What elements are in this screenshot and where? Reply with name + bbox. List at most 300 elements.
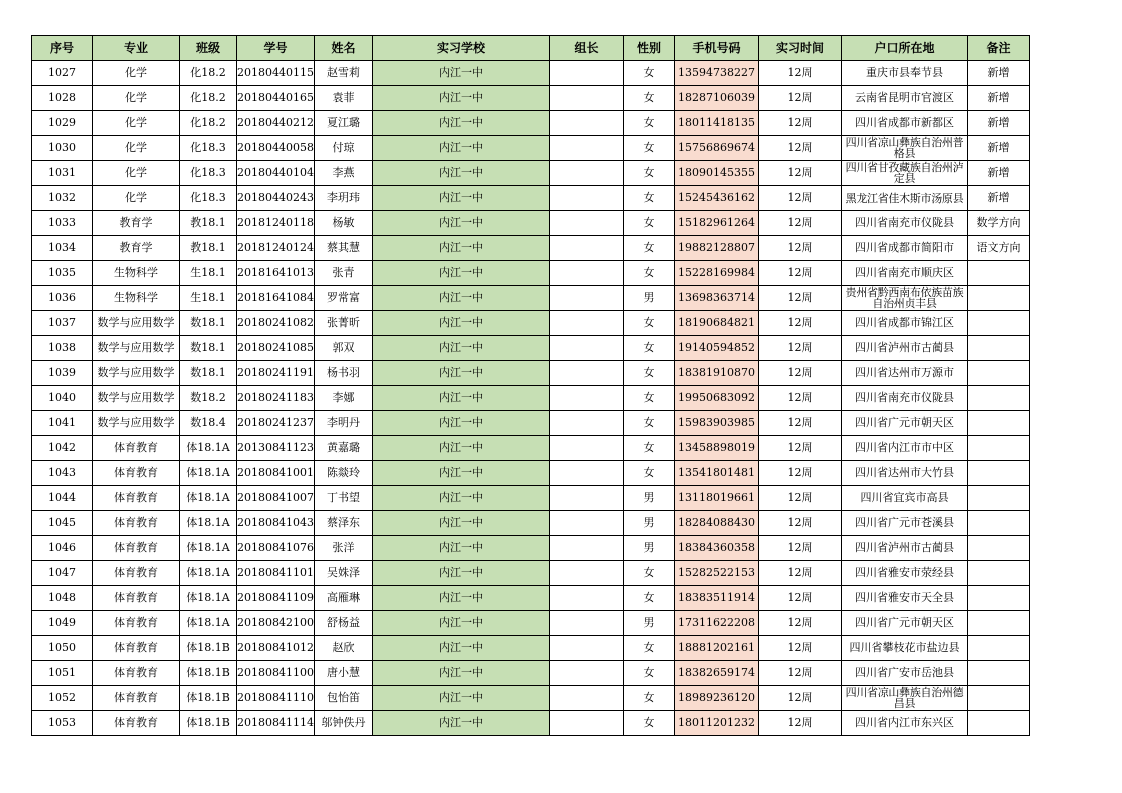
cell-phone[interactable]: 18383511914 [674,586,758,611]
cell-gender[interactable]: 女 [623,61,674,86]
cell-class[interactable]: 生18.1 [180,286,237,311]
header-index[interactable]: 序号 [32,36,93,61]
cell-school[interactable]: 内江一中 [372,361,549,386]
cell-name[interactable]: 付琼 [314,136,372,161]
cell-class[interactable]: 化18.3 [180,186,237,211]
cell-major[interactable]: 化学 [93,86,180,111]
cell-index[interactable]: 1034 [32,236,93,261]
cell-major[interactable]: 数学与应用数学 [93,336,180,361]
cell-school[interactable]: 内江一中 [372,236,549,261]
cell-class[interactable]: 教18.1 [180,211,237,236]
cell-gender[interactable]: 女 [623,111,674,136]
cell-student-id[interactable]: 20180241085 [237,336,315,361]
cell-student-id[interactable]: 20180440115 [237,61,315,86]
cell-major[interactable]: 体育教育 [93,436,180,461]
cell-school[interactable]: 内江一中 [372,561,549,586]
cell-residence[interactable]: 四川省凉山彝族自治州普格县 [841,136,967,161]
cell-major[interactable]: 数学与应用数学 [93,386,180,411]
cell-name[interactable]: 赵雪莉 [314,61,372,86]
cell-student-id[interactable]: 20180841043 [237,511,315,536]
cell-remark[interactable] [967,561,1029,586]
cell-residence[interactable]: 四川省攀枝花市盐边县 [841,636,967,661]
cell-school[interactable]: 内江一中 [372,486,549,511]
cell-name[interactable]: 黄嘉璐 [314,436,372,461]
cell-leader[interactable] [549,611,623,636]
cell-class[interactable]: 化18.2 [180,61,237,86]
cell-index[interactable]: 1044 [32,486,93,511]
cell-remark[interactable] [967,536,1029,561]
cell-remark[interactable] [967,636,1029,661]
cell-leader[interactable] [549,111,623,136]
cell-phone[interactable]: 19882128807 [674,236,758,261]
cell-class[interactable]: 体18.1B [180,661,237,686]
cell-residence[interactable]: 贵州省黔西南布依族苗族自治州贞丰县 [841,286,967,311]
cell-school[interactable]: 内江一中 [372,636,549,661]
cell-index[interactable]: 1043 [32,461,93,486]
cell-class[interactable]: 数18.1 [180,336,237,361]
cell-student-id[interactable]: 20181641084 [237,286,315,311]
cell-major[interactable]: 体育教育 [93,611,180,636]
cell-remark[interactable]: 新增 [967,186,1029,211]
cell-student-id[interactable]: 20180440165 [237,86,315,111]
header-major[interactable]: 专业 [93,36,180,61]
cell-duration[interactable]: 12周 [758,436,841,461]
cell-index[interactable]: 1042 [32,436,93,461]
cell-phone[interactable]: 13458898019 [674,436,758,461]
cell-phone[interactable]: 18384360358 [674,536,758,561]
cell-duration[interactable]: 12周 [758,236,841,261]
cell-gender[interactable]: 女 [623,586,674,611]
cell-gender[interactable]: 女 [623,186,674,211]
cell-residence[interactable]: 四川省南充市仪陇县 [841,211,967,236]
cell-leader[interactable] [549,361,623,386]
cell-name[interactable]: 袁菲 [314,86,372,111]
cell-major[interactable]: 数学与应用数学 [93,411,180,436]
cell-gender[interactable]: 女 [623,436,674,461]
cell-phone[interactable]: 13594738227 [674,61,758,86]
cell-residence[interactable]: 四川省广元市朝天区 [841,411,967,436]
cell-school[interactable]: 内江一中 [372,511,549,536]
cell-remark[interactable] [967,261,1029,286]
cell-gender[interactable]: 女 [623,386,674,411]
cell-student-id[interactable]: 20180440058 [237,136,315,161]
cell-residence[interactable]: 四川省广安市岳池县 [841,661,967,686]
cell-name[interactable]: 夏江璐 [314,111,372,136]
cell-name[interactable]: 舒杨益 [314,611,372,636]
cell-major[interactable]: 体育教育 [93,461,180,486]
cell-class[interactable]: 数18.1 [180,311,237,336]
cell-gender[interactable]: 女 [623,136,674,161]
cell-remark[interactable] [967,711,1029,736]
cell-name[interactable]: 丁书望 [314,486,372,511]
header-duration[interactable]: 实习时间 [758,36,841,61]
cell-gender[interactable]: 女 [623,311,674,336]
cell-major[interactable]: 体育教育 [93,686,180,711]
cell-student-id[interactable]: 20130841123 [237,436,315,461]
cell-class[interactable]: 数18.1 [180,361,237,386]
cell-phone[interactable]: 15282522153 [674,561,758,586]
cell-gender[interactable]: 男 [623,536,674,561]
cell-major[interactable]: 化学 [93,136,180,161]
cell-index[interactable]: 1029 [32,111,93,136]
cell-leader[interactable] [549,436,623,461]
cell-duration[interactable]: 12周 [758,536,841,561]
cell-phone[interactable]: 15756869674 [674,136,758,161]
cell-school[interactable]: 内江一中 [372,661,549,686]
cell-index[interactable]: 1048 [32,586,93,611]
cell-name[interactable]: 蔡泽东 [314,511,372,536]
cell-leader[interactable] [549,86,623,111]
cell-student-id[interactable]: 20180241082 [237,311,315,336]
cell-gender[interactable]: 男 [623,486,674,511]
cell-phone[interactable]: 18287106039 [674,86,758,111]
cell-school[interactable]: 内江一中 [372,111,549,136]
cell-gender[interactable]: 女 [623,411,674,436]
cell-school[interactable]: 内江一中 [372,211,549,236]
cell-duration[interactable]: 12周 [758,286,841,311]
cell-class[interactable]: 体18.1A [180,461,237,486]
cell-gender[interactable]: 女 [623,261,674,286]
header-student-id[interactable]: 学号 [237,36,315,61]
cell-leader[interactable] [549,61,623,86]
cell-gender[interactable]: 女 [623,236,674,261]
cell-residence[interactable]: 四川省南充市顺庆区 [841,261,967,286]
cell-index[interactable]: 1035 [32,261,93,286]
cell-index[interactable]: 1051 [32,661,93,686]
cell-student-id[interactable]: 20181240124 [237,236,315,261]
cell-class[interactable]: 数18.4 [180,411,237,436]
cell-major[interactable]: 体育教育 [93,661,180,686]
cell-remark[interactable]: 语文方向 [967,236,1029,261]
cell-phone[interactable]: 18381910870 [674,361,758,386]
cell-class[interactable]: 体18.1A [180,511,237,536]
cell-class[interactable]: 体18.1A [180,536,237,561]
cell-residence[interactable]: 四川省广元市苍溪县 [841,511,967,536]
cell-student-id[interactable]: 20180841007 [237,486,315,511]
cell-gender[interactable]: 女 [623,161,674,186]
cell-student-id[interactable]: 20180841110 [237,686,315,711]
cell-gender[interactable]: 女 [623,561,674,586]
cell-residence[interactable]: 四川省雅安市荥经县 [841,561,967,586]
cell-duration[interactable]: 12周 [758,411,841,436]
header-residence[interactable]: 户口所在地 [841,36,967,61]
cell-name[interactable]: 张青 [314,261,372,286]
cell-name[interactable]: 罗常富 [314,286,372,311]
cell-remark[interactable] [967,286,1029,311]
cell-remark[interactable]: 数学方向 [967,211,1029,236]
cell-school[interactable]: 内江一中 [372,86,549,111]
cell-duration[interactable]: 12周 [758,511,841,536]
cell-school[interactable]: 内江一中 [372,411,549,436]
cell-name[interactable]: 赵欣 [314,636,372,661]
cell-remark[interactable] [967,661,1029,686]
cell-class[interactable]: 体18.1A [180,586,237,611]
cell-phone[interactable]: 17311622208 [674,611,758,636]
cell-class[interactable]: 体18.1A [180,486,237,511]
cell-leader[interactable] [549,411,623,436]
cell-leader[interactable] [549,711,623,736]
cell-index[interactable]: 1040 [32,386,93,411]
cell-gender[interactable]: 女 [623,636,674,661]
cell-major[interactable]: 化学 [93,61,180,86]
cell-index[interactable]: 1046 [32,536,93,561]
cell-duration[interactable]: 12周 [758,311,841,336]
cell-major[interactable]: 数学与应用数学 [93,361,180,386]
cell-name[interactable]: 张洋 [314,536,372,561]
cell-class[interactable]: 体18.1A [180,561,237,586]
cell-residence[interactable]: 重庆市县奉节县 [841,61,967,86]
cell-school[interactable]: 内江一中 [372,461,549,486]
cell-school[interactable]: 内江一中 [372,336,549,361]
cell-duration[interactable]: 12周 [758,161,841,186]
cell-residence[interactable]: 云南省昆明市官渡区 [841,86,967,111]
cell-residence[interactable]: 四川省雅安市天全县 [841,586,967,611]
cell-class[interactable]: 化18.2 [180,111,237,136]
cell-residence[interactable]: 四川省南充市仪陇县 [841,386,967,411]
cell-phone[interactable]: 18090145355 [674,161,758,186]
cell-gender[interactable]: 女 [623,211,674,236]
cell-index[interactable]: 1050 [32,636,93,661]
cell-student-id[interactable]: 20180841012 [237,636,315,661]
cell-phone[interactable]: 18011418135 [674,111,758,136]
cell-index[interactable]: 1049 [32,611,93,636]
cell-leader[interactable] [549,661,623,686]
cell-remark[interactable] [967,386,1029,411]
cell-school[interactable]: 内江一中 [372,536,549,561]
cell-residence[interactable]: 四川省广元市朝天区 [841,611,967,636]
cell-student-id[interactable]: 20180841101 [237,561,315,586]
cell-class[interactable]: 数18.2 [180,386,237,411]
cell-remark[interactable]: 新增 [967,86,1029,111]
cell-major[interactable]: 体育教育 [93,536,180,561]
header-remark[interactable]: 备注 [967,36,1029,61]
cell-name[interactable]: 李玥玮 [314,186,372,211]
cell-remark[interactable] [967,686,1029,711]
cell-school[interactable]: 内江一中 [372,186,549,211]
cell-school[interactable]: 内江一中 [372,286,549,311]
cell-school[interactable]: 内江一中 [372,161,549,186]
cell-student-id[interactable]: 20180440104 [237,161,315,186]
cell-name[interactable]: 李娜 [314,386,372,411]
cell-leader[interactable] [549,586,623,611]
cell-leader[interactable] [549,286,623,311]
cell-gender[interactable]: 女 [623,461,674,486]
header-name[interactable]: 姓名 [314,36,372,61]
cell-class[interactable]: 体18.1A [180,436,237,461]
cell-school[interactable]: 内江一中 [372,436,549,461]
cell-remark[interactable] [967,361,1029,386]
cell-remark[interactable] [967,511,1029,536]
cell-major[interactable]: 体育教育 [93,711,180,736]
cell-class[interactable]: 化18.3 [180,136,237,161]
cell-remark[interactable] [967,311,1029,336]
cell-duration[interactable]: 12周 [758,711,841,736]
cell-name[interactable]: 包怡笛 [314,686,372,711]
cell-remark[interactable] [967,461,1029,486]
cell-major[interactable]: 生物科学 [93,261,180,286]
cell-student-id[interactable]: 20180841076 [237,536,315,561]
cell-duration[interactable]: 12周 [758,211,841,236]
cell-leader[interactable] [549,461,623,486]
cell-duration[interactable]: 12周 [758,111,841,136]
cell-index[interactable]: 1036 [32,286,93,311]
cell-duration[interactable]: 12周 [758,661,841,686]
cell-index[interactable]: 1052 [32,686,93,711]
cell-duration[interactable]: 12周 [758,361,841,386]
cell-leader[interactable] [549,311,623,336]
cell-leader[interactable] [549,211,623,236]
cell-remark[interactable]: 新增 [967,61,1029,86]
cell-major[interactable]: 教育学 [93,211,180,236]
cell-gender[interactable]: 女 [623,86,674,111]
cell-phone[interactable]: 15228169984 [674,261,758,286]
cell-major[interactable]: 数学与应用数学 [93,311,180,336]
cell-residence[interactable]: 四川省内江市市中区 [841,436,967,461]
cell-phone[interactable]: 13118019661 [674,486,758,511]
cell-school[interactable]: 内江一中 [372,611,549,636]
cell-name[interactable]: 蔡其慧 [314,236,372,261]
cell-duration[interactable]: 12周 [758,261,841,286]
cell-index[interactable]: 1053 [32,711,93,736]
cell-residence[interactable]: 四川省泸州市古蔺县 [841,336,967,361]
cell-leader[interactable] [549,236,623,261]
cell-class[interactable]: 体18.1B [180,711,237,736]
cell-student-id[interactable]: 20180241237 [237,411,315,436]
cell-phone[interactable]: 15182961264 [674,211,758,236]
cell-student-id[interactable]: 20180842100 [237,611,315,636]
cell-residence[interactable]: 四川省成都市简阳市 [841,236,967,261]
cell-student-id[interactable]: 20181641013 [237,261,315,286]
cell-index[interactable]: 1033 [32,211,93,236]
cell-name[interactable]: 高雁琳 [314,586,372,611]
cell-major[interactable]: 教育学 [93,236,180,261]
cell-index[interactable]: 1030 [32,136,93,161]
cell-school[interactable]: 内江一中 [372,311,549,336]
cell-duration[interactable]: 12周 [758,336,841,361]
cell-major[interactable]: 化学 [93,161,180,186]
cell-leader[interactable] [549,536,623,561]
cell-student-id[interactable]: 20181240118 [237,211,315,236]
cell-class[interactable]: 体18.1B [180,636,237,661]
cell-name[interactable]: 吴姝泽 [314,561,372,586]
cell-school[interactable]: 内江一中 [372,686,549,711]
cell-student-id[interactable]: 20180841114 [237,711,315,736]
cell-residence[interactable]: 四川省成都市锦江区 [841,311,967,336]
cell-school[interactable]: 内江一中 [372,61,549,86]
cell-name[interactable]: 杨书羽 [314,361,372,386]
cell-leader[interactable] [549,161,623,186]
cell-leader[interactable] [549,486,623,511]
cell-phone[interactable]: 19140594852 [674,336,758,361]
cell-duration[interactable]: 12周 [758,561,841,586]
cell-phone[interactable]: 18382659174 [674,661,758,686]
cell-leader[interactable] [549,186,623,211]
cell-major[interactable]: 化学 [93,111,180,136]
cell-index[interactable]: 1047 [32,561,93,586]
cell-index[interactable]: 1031 [32,161,93,186]
cell-gender[interactable]: 男 [623,611,674,636]
cell-index[interactable]: 1041 [32,411,93,436]
cell-major[interactable]: 化学 [93,186,180,211]
cell-student-id[interactable]: 20180841001 [237,461,315,486]
cell-name[interactable]: 唐小慧 [314,661,372,686]
cell-major[interactable]: 体育教育 [93,586,180,611]
cell-phone[interactable]: 18881202161 [674,636,758,661]
cell-leader[interactable] [549,561,623,586]
cell-duration[interactable]: 12周 [758,386,841,411]
cell-gender[interactable]: 男 [623,286,674,311]
header-school[interactable]: 实习学校 [372,36,549,61]
cell-remark[interactable] [967,486,1029,511]
cell-gender[interactable]: 女 [623,336,674,361]
cell-duration[interactable]: 12周 [758,686,841,711]
cell-student-id[interactable]: 20180440243 [237,186,315,211]
cell-gender[interactable]: 女 [623,711,674,736]
cell-name[interactable]: 陈燚玲 [314,461,372,486]
cell-major[interactable]: 体育教育 [93,636,180,661]
cell-leader[interactable] [549,136,623,161]
header-class[interactable]: 班级 [180,36,237,61]
cell-remark[interactable] [967,336,1029,361]
cell-residence[interactable]: 四川省达州市大竹县 [841,461,967,486]
header-phone[interactable]: 手机号码 [674,36,758,61]
cell-residence[interactable]: 四川省内江市东兴区 [841,711,967,736]
cell-class[interactable]: 生18.1 [180,261,237,286]
cell-leader[interactable] [549,686,623,711]
cell-duration[interactable]: 12周 [758,61,841,86]
cell-phone[interactable]: 19950683092 [674,386,758,411]
cell-gender[interactable]: 女 [623,686,674,711]
cell-leader[interactable] [549,511,623,536]
cell-index[interactable]: 1037 [32,311,93,336]
cell-duration[interactable]: 12周 [758,636,841,661]
cell-name[interactable]: 杨敏 [314,211,372,236]
cell-class[interactable]: 体18.1B [180,686,237,711]
header-leader[interactable]: 组长 [549,36,623,61]
cell-class[interactable]: 化18.3 [180,161,237,186]
cell-phone[interactable]: 13541801481 [674,461,758,486]
cell-phone[interactable]: 15983903985 [674,411,758,436]
cell-school[interactable]: 内江一中 [372,386,549,411]
cell-residence[interactable]: 四川省成都市新都区 [841,111,967,136]
cell-index[interactable]: 1027 [32,61,93,86]
cell-phone[interactable]: 18989236120 [674,686,758,711]
cell-student-id[interactable]: 20180841100 [237,661,315,686]
header-gender[interactable]: 性别 [623,36,674,61]
cell-duration[interactable]: 12周 [758,86,841,111]
cell-leader[interactable] [549,261,623,286]
cell-class[interactable]: 化18.2 [180,86,237,111]
cell-index[interactable]: 1032 [32,186,93,211]
cell-student-id[interactable]: 20180241191 [237,361,315,386]
cell-index[interactable]: 1028 [32,86,93,111]
cell-name[interactable]: 张菁昕 [314,311,372,336]
cell-name[interactable]: 邬钟佚丹 [314,711,372,736]
cell-residence[interactable]: 四川省宜宾市高县 [841,486,967,511]
cell-remark[interactable] [967,611,1029,636]
cell-name[interactable]: 李明丹 [314,411,372,436]
cell-remark[interactable]: 新增 [967,161,1029,186]
cell-residence[interactable]: 四川省达州市万源市 [841,361,967,386]
cell-duration[interactable]: 12周 [758,586,841,611]
cell-leader[interactable] [549,336,623,361]
cell-class[interactable]: 教18.1 [180,236,237,261]
cell-major[interactable]: 生物科学 [93,286,180,311]
cell-duration[interactable]: 12周 [758,186,841,211]
cell-leader[interactable] [549,636,623,661]
cell-gender[interactable]: 女 [623,661,674,686]
cell-duration[interactable]: 12周 [758,486,841,511]
